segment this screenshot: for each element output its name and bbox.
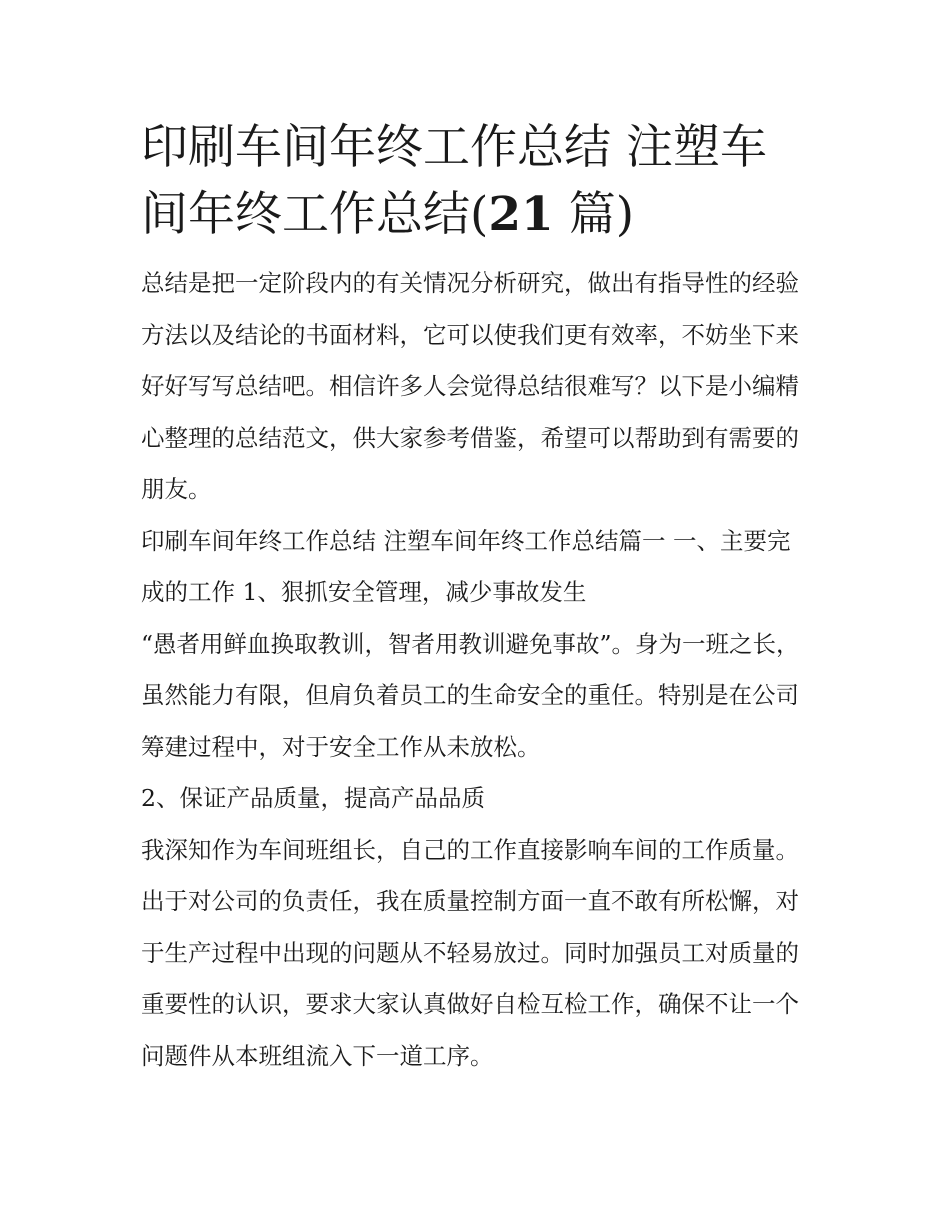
- quality-heading: 2、保证产品质量，提高产品品质: [141, 784, 485, 812]
- safety-paragraph: “愚者用鲜血换取教训，智者用教训避免事故”。身为一班之长，虽然能力有限，但肩负着员工的生命安全的重任。特别是在公司筹建过程中，对于安全工作从未放松。: [141, 629, 800, 761]
- document-body: [141, 114, 813, 1082]
- intro-paragraph: 总结是把一定阶段内的有关情况分析研究，做出有指导性的经验方法以及结论的书面材料，它可以使我们更有效率，不妨坐下来好好写写总结吧。相信许多人会觉得总结很难写？以下是小编精心整理的总结范文，供大家参考借鉴，希望可以帮助到有需要的朋友。: [141, 269, 799, 503]
- title-number: 21: [488, 187, 554, 242]
- title-text-part1: 印刷车间年终工作总结 注塑车间年终工作总结(: [141, 120, 767, 242]
- quality-paragraph: 我深知作为车间班组长，自己的工作直接影响车间的工作质量。出于对公司的负责任，我在质量控制方面一直不敢有所松懈，对于生产过程中出现的问题从不轻易放过。同时加强员工对质量的重要性的认识，要求大家认真做好自检互检工作，确保不让一个问题件从本班组流入下一道工序。: [141, 835, 799, 1070]
- section-heading-paragraph: 印刷车间年终工作总结 注塑车间年终工作总结篇一 一、主要完成的工作 1、狠抓安全管理，减少事故发生: [141, 526, 791, 606]
- document-title: [141, 114, 813, 248]
- title-text-part2: 篇): [553, 187, 635, 242]
